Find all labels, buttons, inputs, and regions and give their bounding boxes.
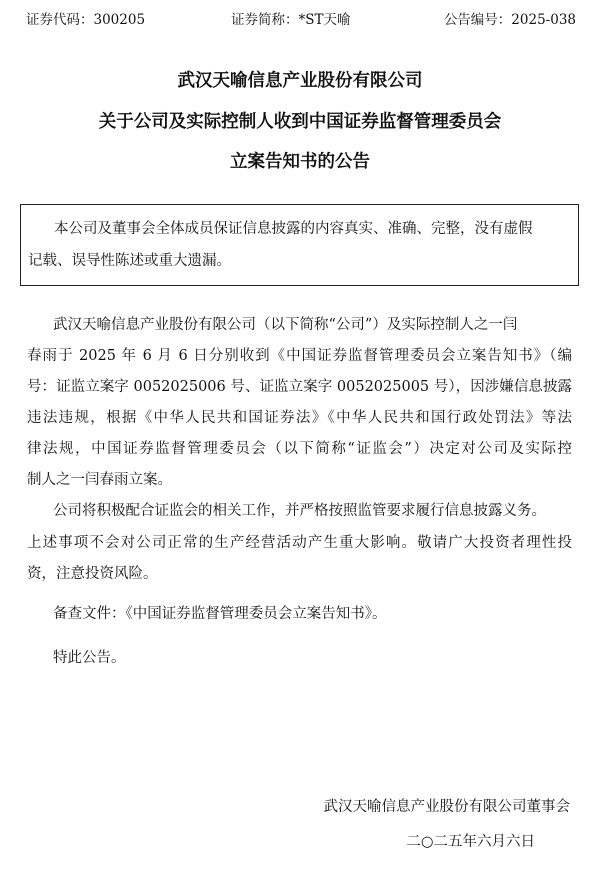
signature-date: 二○二五年六月六日 — [406, 834, 535, 850]
document-header — [26, 10, 576, 30]
attachment-note: 备查文件：《中国证券监督管理委员会立案告知书》。 — [53, 606, 387, 622]
body-line: 公司将积极配合证监会的相关工作，并严格按照监管要求履行信息披露义务。 — [53, 503, 546, 519]
announcement-title-line1: 关于公司及实际控制人收到中国证券监督管理委员会 — [98, 112, 502, 132]
body-line: 资，注意投资风险。 — [27, 566, 158, 582]
body-line: 号：证监立案字 0052025006 号、证监立案字 0052025005 号），因涉嫌信息披露 — [27, 379, 572, 395]
security-short-name: 证券简称：*ST天喻 — [231, 12, 351, 28]
notice-line: 记载、误导性陈述或重大遗漏。 — [28, 253, 231, 269]
board-signature: 武汉天喻信息产业股份有限公司董事会 — [323, 799, 570, 815]
announcement-number: 公告编号：2025-038 — [443, 12, 576, 28]
closing-text: 特此公告。 — [53, 650, 126, 666]
body-line: 武汉天喻信息产业股份有限公司（以下简称“公司”）及实际控制人之一闫 — [53, 317, 518, 333]
body-line: 春雨于 2025 年 6 月 6 日分别收到《中国证券监督管理委员会立案告知书》（编 — [27, 348, 572, 364]
body-line: 制人之一闫春雨立案。 — [27, 472, 172, 488]
company-title: 武汉天喻信息产业股份有限公司 — [177, 71, 423, 91]
announcement-title-line2: 立案告知书的公告 — [230, 152, 370, 172]
notice-line: 本公司及董事会全体成员保证信息披露的内容真实、准确、完整，没有虚假 — [54, 221, 533, 237]
security-code: 证券代码：300205 — [26, 12, 146, 28]
body-line: 违法违规，根据《中华人民共和国证券法》《中华人民共和国行政处罚法》等法 — [27, 410, 572, 426]
body-line: 律法规，中国证券监督管理委员会（以下简称“证监会”）决定对公司及实际控 — [27, 441, 572, 457]
body-line: 上述事项不会对公司正常的生产经营活动产生重大影响。敬请广大投资者理性投 — [27, 535, 572, 551]
disclosure-notice-box — [20, 204, 579, 286]
